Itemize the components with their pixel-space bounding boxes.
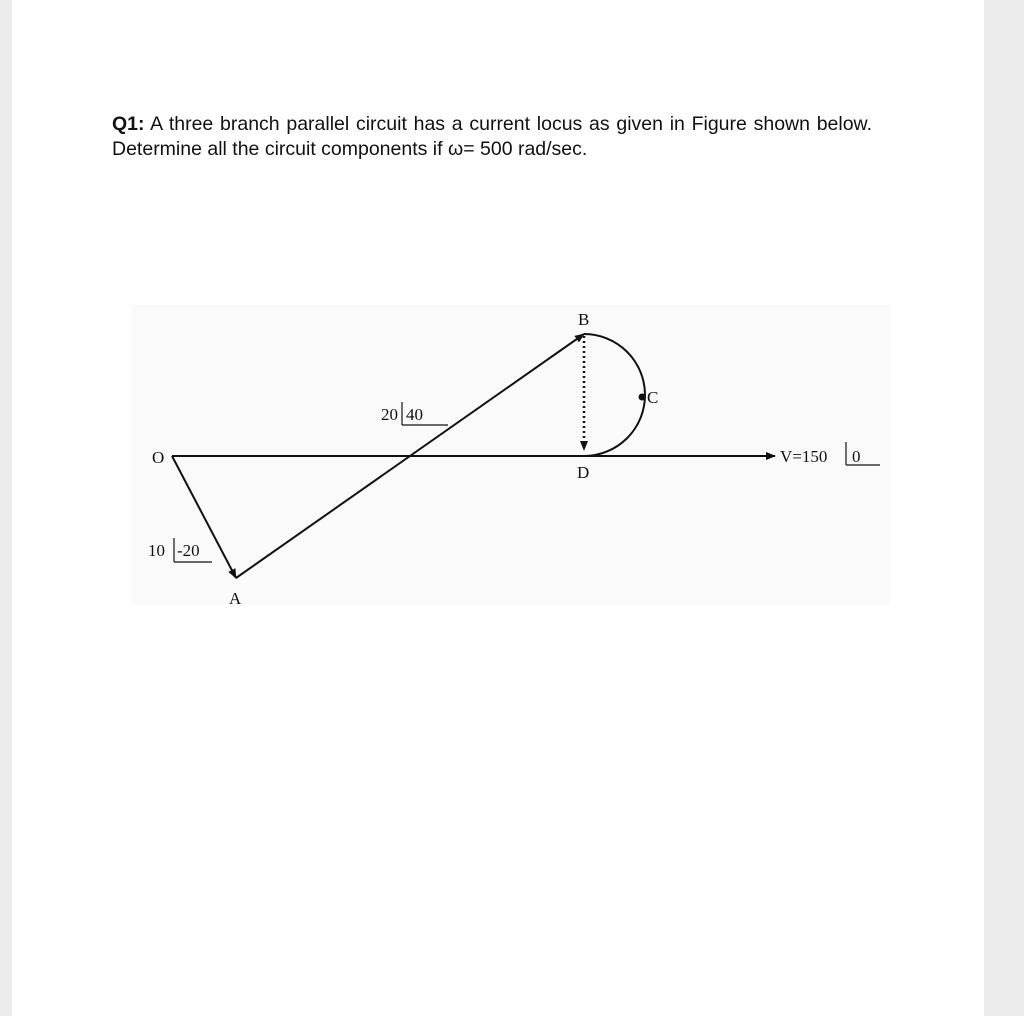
label-O: O	[152, 448, 165, 467]
oa-magnitude: 10	[148, 541, 165, 560]
label-A: A	[229, 589, 242, 608]
question-label: Q1:	[112, 113, 145, 135]
point-C-dot	[639, 394, 646, 401]
oa-angle: -20	[177, 541, 200, 560]
voltage-angle: 0	[852, 447, 861, 466]
semicircle-locus-BCD	[584, 334, 645, 456]
question-body: A three branch parallel circuit has a current locus as given in Figure shown below. Determine all the circuit components if ω= 500 rad/sec.	[112, 113, 872, 160]
label-D: D	[577, 463, 590, 482]
label-C: C	[647, 388, 659, 407]
ab-magnitude: 20	[381, 405, 398, 424]
voltage-label: V=150	[780, 447, 828, 466]
label-B: B	[578, 310, 590, 329]
ab-angle: 40	[406, 405, 423, 424]
